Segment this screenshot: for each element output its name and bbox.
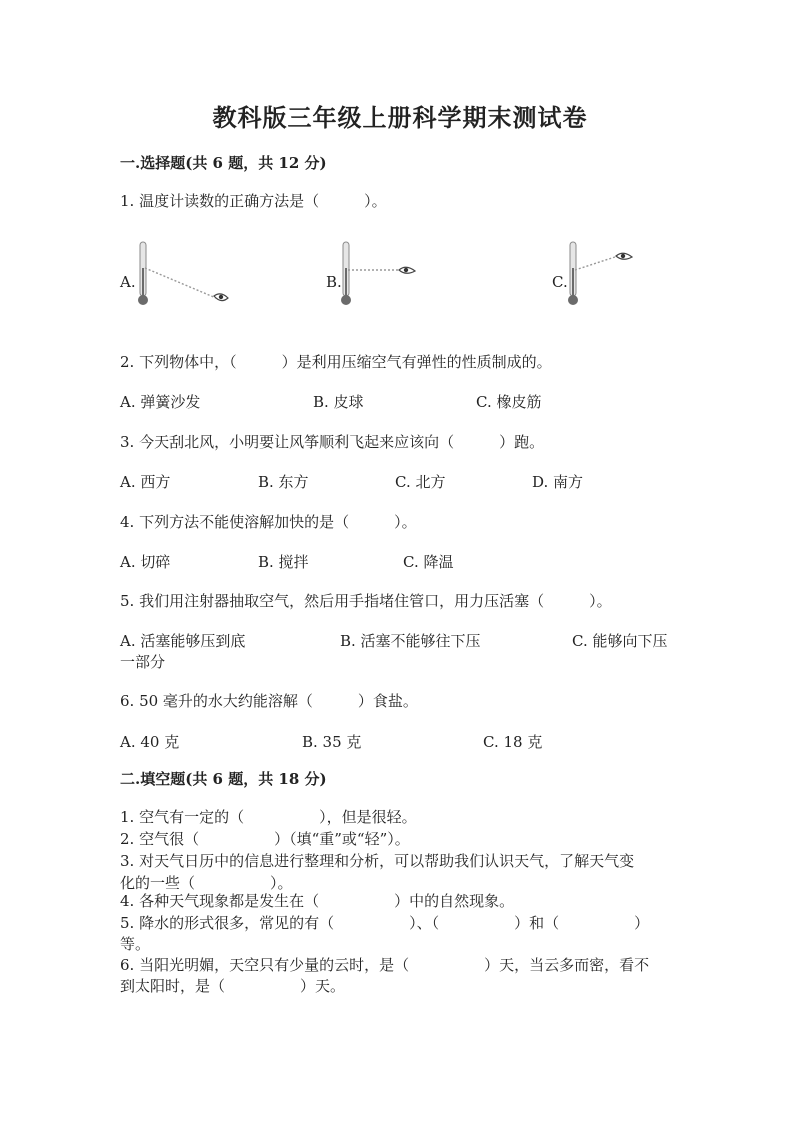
q2-option-b: B. 皮球 (313, 393, 364, 411)
q5-option-a: A. 活塞能够压到底 (120, 632, 246, 650)
q1-option-c-label: C. (552, 273, 568, 291)
q2-option-a: A. 弹簧沙发 (120, 393, 201, 411)
thermometer-reading-b-image (339, 238, 439, 310)
thermometer-reading-c-image (566, 238, 666, 310)
fill-line-6: 6. 当阳光明媚，天空只有少量的云时，是（ ）天，当云多而密，看不 (120, 956, 650, 974)
page-title: 教科版三年级上册科学期末测试卷 (212, 103, 588, 132)
fill-line-5-continued: 等。 (120, 935, 151, 953)
q3-option-c: C. 北方 (395, 473, 446, 491)
eye-icon (214, 294, 228, 301)
question-6: 6. 50 毫升的水大约能溶解（ ）食盐。 (120, 692, 418, 710)
question-4: 4. 下列方法不能使溶解加快的是（ ）。 (120, 513, 417, 531)
thermometer-icon (568, 242, 578, 305)
fill-line-2: 2. 空气很（ ）（填“重”或“轻”）。 (120, 830, 410, 848)
q3-option-b: B. 东方 (258, 473, 309, 491)
question-1: 1. 温度计读数的正确方法是（ ）。 (120, 192, 387, 210)
q3-option-a: A. 西方 (120, 473, 171, 491)
fill-line-4: 4. 各种天气现象都是发生在（ ）中的自然现象。 (120, 892, 515, 910)
q4-option-b: B. 搅拌 (258, 553, 309, 571)
q6-option-a: A. 40 克 (120, 733, 180, 751)
thermometer-icon (138, 242, 148, 305)
fill-line-5: 5. 降水的形式很多，常见的有（ ）、（ ）和（ ） (120, 914, 650, 932)
q3-option-d: D. 南方 (532, 473, 584, 491)
q5-option-c: C. 能够向下压 (572, 632, 668, 650)
fill-line-1: 1. 空气有一定的（ ），但是很轻。 (120, 808, 417, 826)
fill-line-6-continued: 到太阳时，是（ ）天。 (120, 977, 346, 995)
thermometer-reading-a-image (136, 238, 236, 310)
q4-option-a: A. 切碎 (120, 553, 171, 571)
q2-option-c: C. 橡皮筋 (476, 393, 542, 411)
question-3: 3. 今天刮北风，小明要让风筝顺利飞起来应该向（ ）跑。 (120, 433, 545, 451)
q4-option-c: C. 降温 (403, 553, 454, 571)
question-5: 5. 我们用注射器抽取空气，然后用手指堵住管口，用力压活塞（ ）。 (120, 592, 612, 610)
q6-option-c: C. 18 克 (483, 733, 543, 751)
thermometer-icon (341, 242, 351, 305)
q1-option-a-label: A. (120, 273, 136, 291)
q1-option-b-label: B. (326, 273, 342, 291)
q6-option-b: B. 35 克 (302, 733, 362, 751)
fill-line-3: 3. 对天气日历中的信息进行整理和分析，可以帮助我们认识天气，了解天气变 (120, 852, 635, 870)
q5-option-c-continued: 一部分 (120, 653, 166, 671)
section-heading-fill: 二.填空题(共 6 题，共 18 分) (120, 770, 327, 788)
eye-icon (616, 253, 632, 259)
fill-line-3-continued: 化的一些（ ）。 (120, 874, 293, 892)
q5-option-b: B. 活塞不能够往下压 (340, 632, 481, 650)
section-heading-choice: 一.选择题(共 6 题，共 12 分) (120, 154, 327, 172)
question-2: 2. 下列物体中，（ ）是利用压缩空气有弹性的性质制成的。 (120, 353, 552, 371)
eye-icon (399, 267, 415, 273)
